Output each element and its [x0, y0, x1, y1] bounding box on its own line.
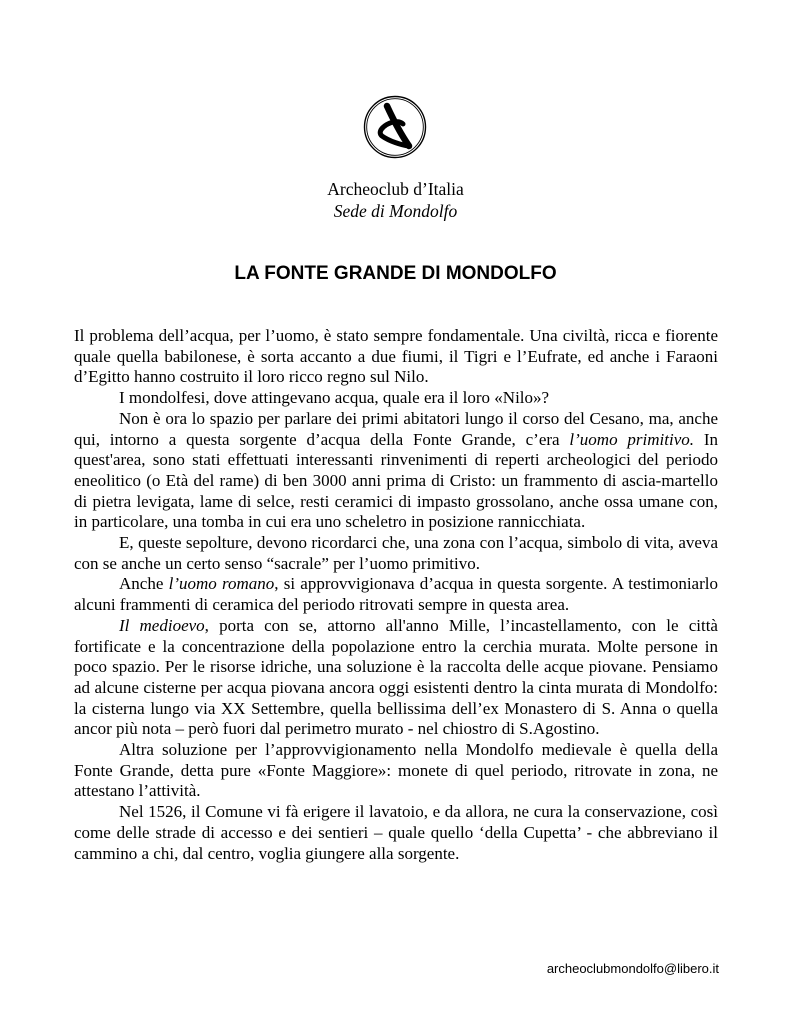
paragraph: E, queste sepolture, devono ricordarci che, una zona con l’acqua, simbolo di vita, aveva con se anche un certo senso “sacrale” per l’uomo primitivo.: [74, 533, 718, 573]
paragraph-text: , si approvvigionava d’acqua in questa sorgente. A testimoniarlo alcuni frammenti di ceramica del periodo ritrovati sempre in questa area.: [74, 574, 718, 615]
paragraph-text: , porta con se, attorno all'anno Mille, l’incastellamento, con le città fortificate e la concentrazione della popolazione entro la cerchia murata. Molte persone in poco spazio. Per le risorse idriche, una soluzione è la raccolta delle acque piovane. Pensiamo ad alcune cisterne per acqua piovana ancora oggi esistenti dentro la cinta murata di Mondolfo: la cisterna lungo via XX Settembre, quella bellissima dell’ex Monastero di S. Anna o quella ancor più nota – però fuori dal perimetro murato - nel chiostro di S.Agostino.: [74, 615, 718, 739]
paragraph-text: Anche: [119, 574, 169, 594]
paragraph: Nel 1526, il Comune vi fà erigere il lavatoio, e da allora, ne cura la conservazione, così come delle strade di accesso e dei sentieri – quale quello ‘della Cupetta’ - che abbreviano il cammino a chi, dal centro, voglia giungere alla sorgente.: [74, 802, 718, 863]
paragraph-emphasis: Il medioevo: [119, 615, 205, 635]
footer-email: archeoclubmondolfo@libero.it: [546, 961, 719, 976]
paragraph: [74, 616, 718, 740]
org-name: Archeoclub d’Italia: [327, 179, 464, 199]
paragraph-text: In quest'area, sono stati effettuati interessanti rinvenimenti di reperti archeologici del periodo eneolitico (o Età del rame) di ben 3000 anni prima di Cristo: un frammento di ascia-martello di pietra levigata, lame di selce, resti ceramici di impasto grossolano, anche ossa umane con, in particolare, una tomba in cui era uno scheletro in posizione rannicchiata.: [74, 429, 718, 532]
paragraph: [74, 409, 718, 533]
paragraph-emphasis: l’uomo primitivo.: [569, 429, 694, 449]
paragraph-emphasis: l’uomo romano: [168, 574, 275, 594]
archeoclub-logo-icon: [363, 95, 427, 159]
document-body: [74, 326, 718, 864]
paragraph: [74, 574, 718, 615]
paragraph-text: Non è ora lo spazio per parlare dei primi abitatori lungo il corso del Cesano, ma, anche qui, intorno a questa sorgente d’acqua della Fonte Grande, c’era: [74, 408, 718, 449]
paragraph: I mondolfesi, dove attingevano acqua, quale era il loro «Nilo»?: [119, 388, 550, 408]
paragraph: Il problema dell’acqua, per l’uomo, è stato sempre fondamentale. Una civiltà, ricca e fiorente quale quella babilonese, è sorta accanto a due fiumi, il Tigri e l’Eufrate, ed anche i Faraoni d’Egitto hanno costruito il loro ricco regno sul Nilo.: [74, 326, 718, 387]
document-title: LA FONTE GRANDE DI MONDOLFO: [234, 263, 557, 284]
paragraph: Altra soluzione per l’approvvigionamento nella Mondolfo medievale è quella della Fonte Grande, detta pure «Fonte Maggiore»: monete di quel periodo, ritrovate in zona, ne attestano l’attività.: [74, 740, 718, 801]
org-sede: Sede di Mondolfo: [333, 201, 458, 221]
